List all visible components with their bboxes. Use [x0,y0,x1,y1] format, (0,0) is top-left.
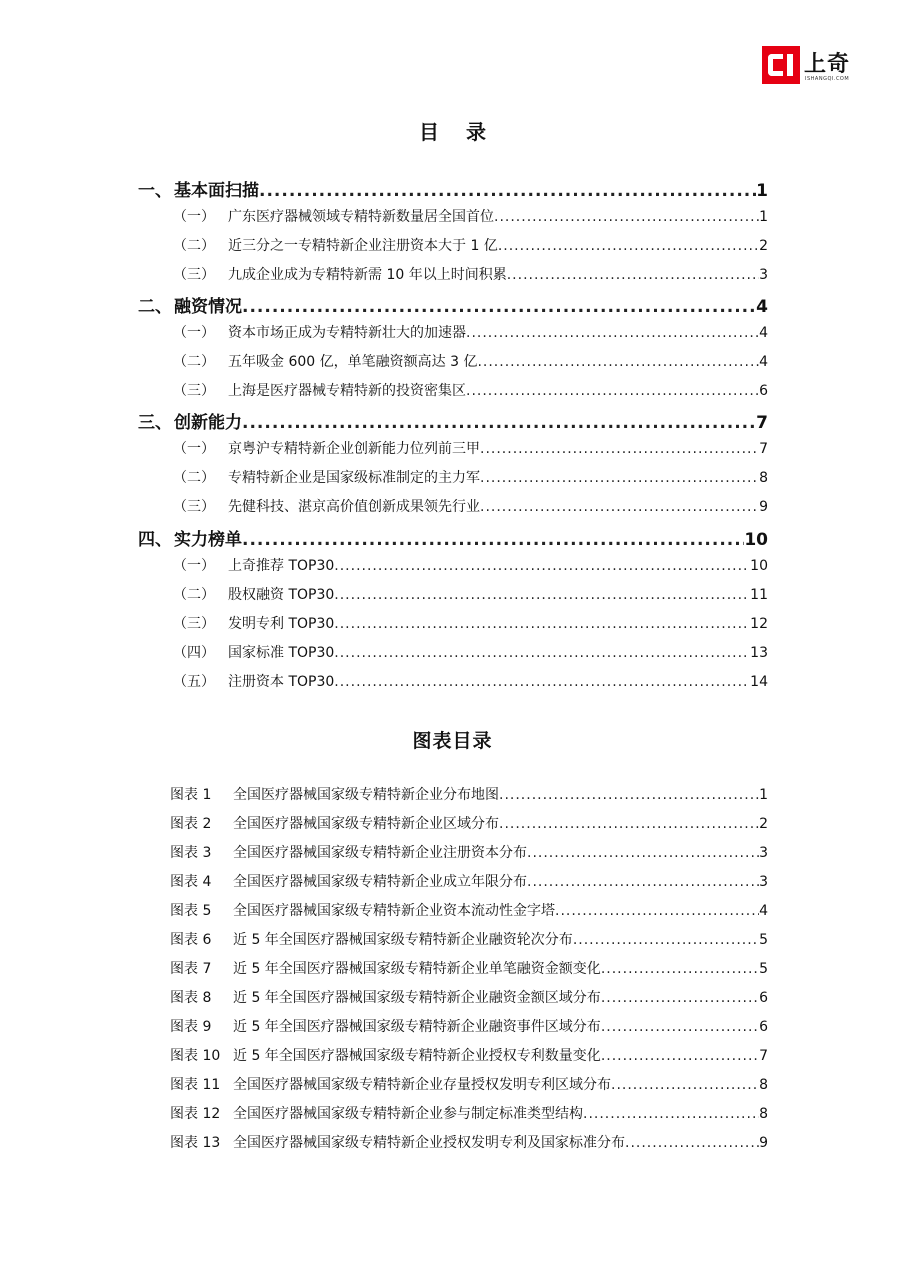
toc-page-number: 4 [756,297,768,317]
toc-subsection-title: 发明专利 TOP30 [228,616,335,632]
toc-subsection[interactable] [173,467,768,487]
figure-page-number: 9 [759,1135,768,1151]
figure-title: 全国医疗器械国家级专精特新企业注册资本分布 [233,845,527,861]
toc-subsection[interactable] [173,206,768,226]
toc-subsection[interactable] [173,671,768,691]
toc-subsection-number: （三） [173,267,215,283]
toc-subsection[interactable] [173,380,768,400]
toc-subsection-number: （三） [173,383,215,399]
figure-entry[interactable] [170,1016,768,1036]
logo-sub-text: ISHANGQI.COM [805,76,850,82]
toc-subsection-title: 上奇推荐 TOP30 [228,558,335,574]
leader-dots [583,1106,759,1122]
figure-page-number: 7 [759,1048,768,1064]
toc-subsection[interactable] [173,584,768,604]
toc-subsection[interactable] [173,351,768,371]
toc-page-number: 3 [759,267,768,283]
toc-page-number: 10 [744,530,768,550]
figure-page-number: 1 [759,787,768,803]
figure-entry[interactable] [170,871,768,891]
figure-title: 近 5 年全国医疗器械国家级专精特新企业单笔融资金额变化 [233,961,601,977]
figure-number: 图表 8 [170,990,212,1006]
leader-dots [334,645,750,661]
leader-dots [494,209,759,225]
toc-section-number: 二、 [138,297,172,317]
figure-list-title: 图表目录 [412,730,493,752]
leader-dots [480,499,759,515]
toc-subsection-number: （二） [173,470,215,486]
figure-number: 图表 11 [170,1077,221,1093]
toc-page-number: 4 [759,325,768,341]
figure-entry[interactable] [170,1132,768,1152]
leader-dots [625,1135,759,1151]
leader-dots [334,616,750,632]
toc-section-title: 融资情况 [174,297,242,317]
leader-dots [466,383,759,399]
figure-title: 近 5 年全国医疗器械国家级专精特新企业授权专利数量变化 [233,1048,601,1064]
toc-page-number: 6 [759,383,768,399]
figure-number: 图表 10 [170,1048,221,1064]
figure-title: 全国医疗器械国家级专精特新企业资本流动性金字塔 [233,903,555,919]
toc-section-number: 四、 [138,530,172,550]
toc-subsection-title: 九成企业成为专精特新需 10 年以上时间积累 [228,267,507,283]
leader-dots [242,297,756,317]
figure-page-number: 8 [759,1106,768,1122]
leader-dots [480,470,759,486]
leader-dots [601,1048,759,1064]
figure-number: 图表 13 [170,1135,221,1151]
figure-number: 图表 12 [170,1106,221,1122]
toc-subsection[interactable] [173,322,768,342]
figure-page-number: 6 [759,990,768,1006]
figure-page-number: 2 [759,816,768,832]
toc-page-number: 10 [750,558,768,574]
toc-subsection-number: （一） [173,558,215,574]
toc-subsection-number: （一） [173,209,215,225]
logo-mark-icon [762,46,800,84]
figure-page-number: 3 [759,874,768,890]
leader-dots [242,413,756,433]
figure-number: 图表 6 [170,932,212,948]
toc-section[interactable] [138,292,768,316]
logo-brand-text: 上奇 [804,52,851,77]
figure-title: 近 5 年全国医疗器械国家级专精特新企业融资事件区域分布 [233,1019,601,1035]
figure-number: 图表 9 [170,1019,212,1035]
toc-section-title: 实力榜单 [174,530,242,550]
figure-number: 图表 4 [170,874,212,890]
toc-page-number: 2 [759,238,768,254]
toc-subsection-number: （三） [173,499,215,515]
toc-subsection-number: （三） [173,616,215,632]
toc-subsection[interactable] [173,235,768,255]
toc-page-number: 7 [759,441,768,457]
figure-title: 全国医疗器械国家级专精特新企业参与制定标准类型结构 [233,1106,583,1122]
toc-section-number: 三、 [138,413,172,433]
figure-number: 图表 5 [170,903,212,919]
figure-title: 近 5 年全国医疗器械国家级专精特新企业融资轮次分布 [233,932,573,948]
leader-dots [466,325,759,341]
leader-dots [507,267,759,283]
toc-subsection-title: 注册资本 TOP30 [228,674,335,690]
toc-title: 目 录 [419,120,496,144]
figure-title: 全国医疗器械国家级专精特新企业授权发明专利及国家标准分布 [233,1135,625,1151]
toc-subsection[interactable] [173,438,768,458]
toc-page-number: 8 [759,470,768,486]
toc-section[interactable] [138,176,768,200]
leader-dots [601,961,759,977]
figure-entry[interactable] [170,1074,768,1094]
toc-page-number: 7 [756,413,768,433]
figure-page-number: 4 [759,903,768,919]
toc-subsection-number: （四） [173,645,215,661]
figure-entry[interactable] [170,1103,768,1123]
leader-dots [601,1019,759,1035]
leader-dots [477,354,759,370]
leader-dots [334,558,750,574]
toc-page-number: 4 [759,354,768,370]
figure-page-number: 5 [759,961,768,977]
toc-page-number: 12 [750,616,768,632]
toc-subsection-title: 股权融资 TOP30 [228,587,335,603]
leader-dots [259,181,756,201]
toc-subsection-title: 近三分之一专精特新企业注册资本大于 1 亿 [228,238,498,254]
toc-section-title: 基本面扫描 [174,181,259,201]
toc-subsection-number: （五） [173,674,215,690]
toc-subsection-title: 国家标准 TOP30 [228,645,335,661]
toc-subsection[interactable] [173,496,768,516]
leader-dots [498,238,759,254]
toc-subsection-number: （一） [173,441,215,457]
figure-entry[interactable] [170,813,768,833]
toc-subsection-number: （二） [173,238,215,254]
toc-page-number: 14 [750,674,768,690]
figure-number: 图表 2 [170,816,212,832]
toc-subsection-title: 资本市场正成为专精特新壮大的加速器 [228,325,466,341]
toc-subsection-title: 五年吸金 600 亿，单笔融资额高达 3 亿 [228,354,478,370]
toc-subsection-number: （一） [173,325,215,341]
figure-number: 图表 7 [170,961,212,977]
figure-entry[interactable] [170,900,768,920]
leader-dots [527,845,759,861]
toc-subsection-number: （二） [173,354,215,370]
leader-dots [601,990,759,1006]
figure-entry[interactable] [170,842,768,862]
figure-title: 近 5 年全国医疗器械国家级专精特新企业融资金额区域分布 [233,990,601,1006]
toc-subsection-number: （二） [173,587,215,603]
figure-page-number: 8 [759,1077,768,1093]
leader-dots [573,932,759,948]
figure-page-number: 3 [759,845,768,861]
figure-page-number: 5 [759,932,768,948]
toc-page-number: 11 [750,587,768,603]
figure-entry[interactable] [170,958,768,978]
toc-subsection[interactable] [173,555,768,575]
leader-dots [611,1077,759,1093]
toc-page-number: 1 [759,209,768,225]
leader-dots [334,674,750,690]
leader-dots [499,816,759,832]
toc-page-number: 13 [750,645,768,661]
toc-subsection[interactable] [173,264,768,284]
figure-title: 全国医疗器械国家级专精特新企业存量授权发明专利区域分布 [233,1077,611,1093]
toc-page-number: 9 [759,499,768,515]
figure-title: 全国医疗器械国家级专精特新企业区域分布 [233,816,499,832]
figure-entry[interactable] [170,784,768,804]
leader-dots [242,530,744,550]
figure-entry[interactable] [170,1045,768,1065]
figure-page-number: 6 [759,1019,768,1035]
figure-entry[interactable] [170,987,768,1007]
toc-subsection[interactable] [173,613,768,633]
toc-subsection-title: 先健科技、湛京高价值创新成果领先行业 [228,499,480,515]
toc-section-title: 创新能力 [174,413,242,433]
figure-title: 全国医疗器械国家级专精特新企业成立年限分布 [233,874,527,890]
toc-section[interactable] [138,408,768,432]
toc-subsection-title: 上海是医疗器械专精特新的投资密集区 [228,383,466,399]
toc-subsection-title: 广东医疗器械领域专精特新数量居全国首位 [228,209,494,225]
toc-section-number: 一、 [138,181,172,201]
leader-dots [527,874,759,890]
toc-subsection-title: 专精特新企业是国家级标准制定的主力军 [228,470,480,486]
figure-number: 图表 1 [170,787,212,803]
toc-page-number: 1 [756,181,768,201]
figure-number: 图表 3 [170,845,212,861]
toc-section[interactable] [138,525,768,549]
toc-subsection-title: 京粤沪专精特新企业创新能力位列前三甲 [228,441,480,457]
leader-dots [499,787,759,803]
figure-title: 全国医疗器械国家级专精特新企业分布地图 [233,787,499,803]
leader-dots [555,903,759,919]
figure-entry[interactable] [170,929,768,949]
leader-dots [480,441,759,457]
leader-dots [334,587,750,603]
toc-subsection[interactable] [173,642,768,662]
